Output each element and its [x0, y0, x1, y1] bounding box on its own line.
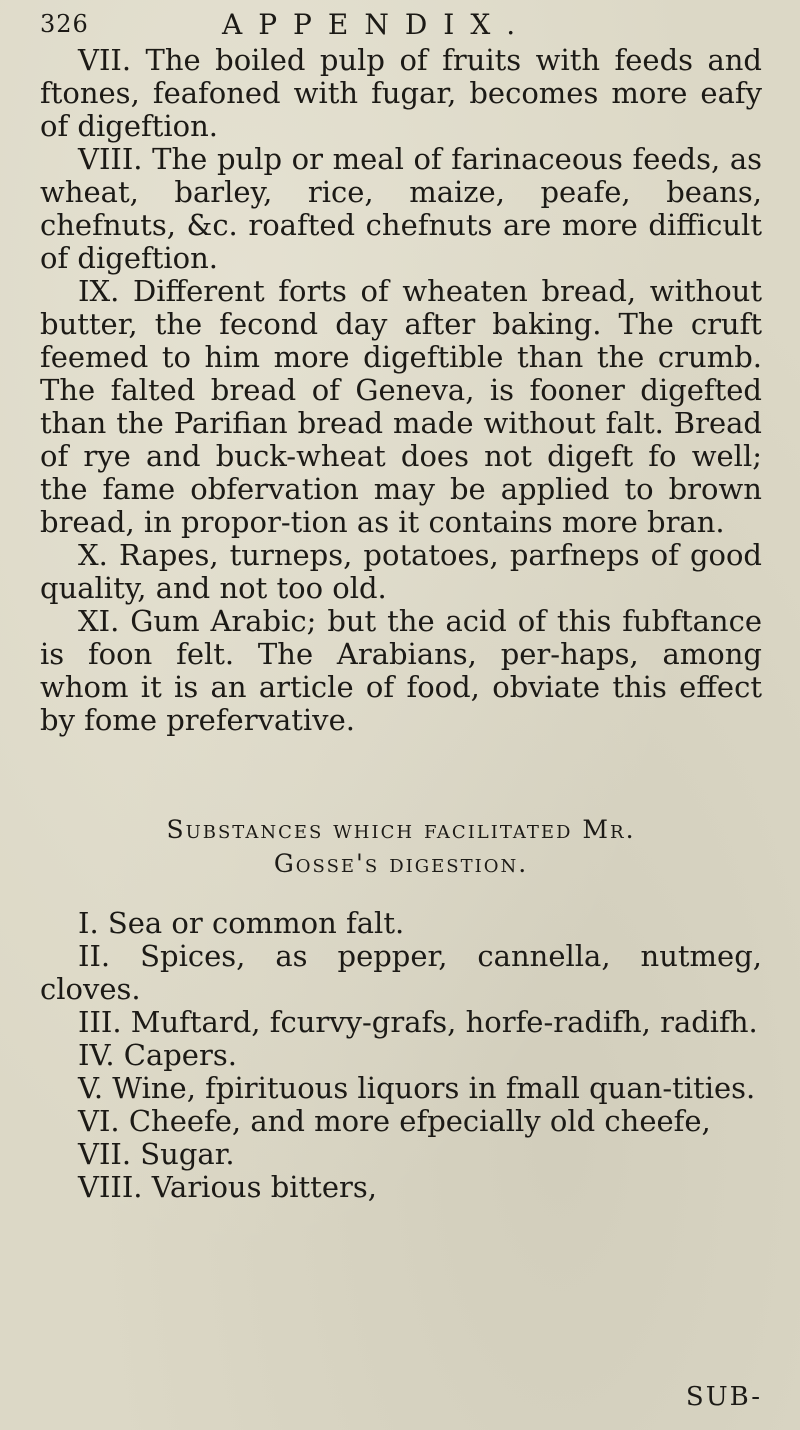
- catchword: SUB-: [685, 1382, 762, 1412]
- list-item: IV. Capers.: [78, 1038, 237, 1072]
- section-heading-line-2: Gosse's digestion.: [273, 849, 529, 878]
- paragraph-vii: VII. The boiled pulp of fruits with feeds and ftones, feafoned with fugar, becomes more eafy of digeftion.: [40, 43, 762, 143]
- substances-list: [40, 907, 762, 1204]
- paragraph-viii: VIII. The pulp or meal of farinaceous feeds, as wheat, barley, rice, maize, peafe, beans, chefnuts, &c. roafted chefnuts are more difficult of digeftion.: [40, 142, 762, 275]
- section-heading: [40, 813, 762, 881]
- paragraph-ix: IX. Different forts of wheaten bread, without butter, the fecond day after baking. The cruft feemed to him more digeftible than the crumb. The falted bread of Geneva, is fooner digefted than the Parifian bread made without falt. Bread of rye and buck-wheat does not digeft fo well; the fame obfervation may be applied to brown bread, in propor-tion as it contains more bran.: [40, 274, 762, 539]
- list-item: I. Sea or common falt.: [78, 906, 405, 940]
- list-item: V. Wine, fpirituous liquors in fmall quan-tities.: [78, 1071, 756, 1105]
- page-header: [40, 4, 780, 44]
- page-body: [40, 44, 762, 1204]
- list-item: VII. Sugar.: [78, 1137, 235, 1171]
- list-item: III. Muftard, fcurvy-grafs, horfe-radifh, radifh.: [78, 1005, 758, 1039]
- paragraph-xi: XI. Gum Arabic; but the acid of this fubftance is foon felt. The Arabians, per-haps, among whom it is an article of food, obviate this effect by fome prefervative.: [40, 604, 762, 737]
- list-item: VI. Cheefe, and more efpecially old cheefe,: [78, 1104, 711, 1138]
- page-number: 326: [40, 10, 89, 38]
- list-item: VIII. Various bitters,: [78, 1170, 377, 1204]
- running-head: APPENDIX.: [222, 8, 532, 41]
- section-heading-line-1: Substances which facilitated Mr.: [166, 815, 636, 844]
- paragraph-x: X. Rapes, turneps, potatoes, parfneps of good quality, and not too old.: [40, 538, 762, 605]
- list-item: II. Spices, as pepper, cannella, nutmeg, cloves.: [40, 939, 762, 1006]
